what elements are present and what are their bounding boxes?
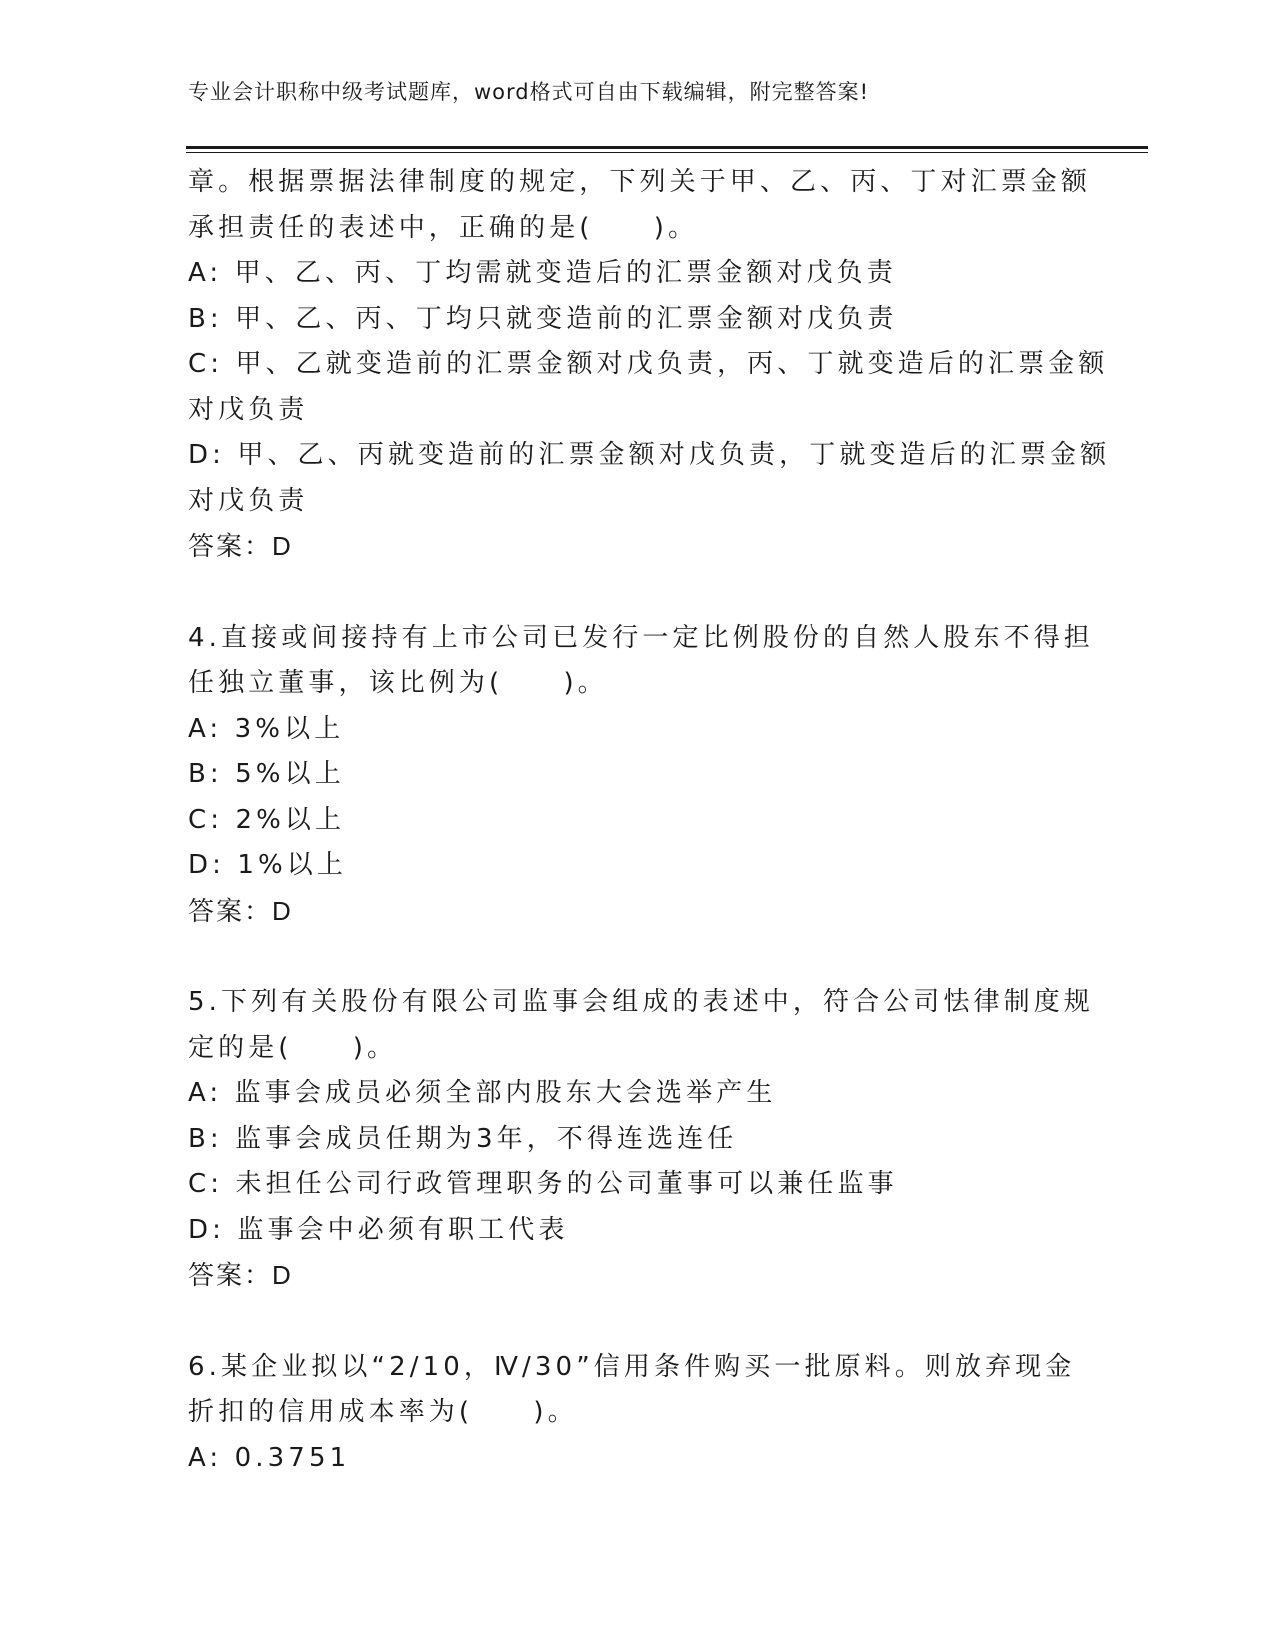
question-stem-line: 折扣的信用成本率为( )。: [188, 1397, 578, 1427]
option-d: D: 甲、乙、丙就变造前的汇票金额对戊负责，丁就变造后的汇票金额: [188, 440, 1111, 470]
option-c: C: 甲、乙就变造前的汇票金额对戊负责，丙、丁就变造后的汇票金额: [188, 349, 1109, 379]
option-c: C: 2%以上: [188, 804, 346, 835]
header-rule-thin: [186, 152, 1148, 153]
question-stem-line: 承担责任的表述中，正确的是( )。: [188, 212, 699, 243]
question-stem-line: 5.下列有关股份有限公司监事会组成的表述中，符合公司怯律制度规: [188, 987, 1094, 1017]
option-b: B: 监事会成员任期为3年，不得连选连任: [188, 1123, 738, 1154]
question-6: [188, 1345, 1088, 1482]
option-d: D: 1%以上: [188, 850, 347, 880]
question-stem-line: 6.某企业拟以“2/10，Ⅳ/30”信用条件购买一批原料。则放弃现金: [188, 1351, 1076, 1382]
option-c: C: 未担任公司行政管理职务的公司董事可以兼任监事: [188, 1169, 898, 1199]
header-rule-thick: [186, 146, 1148, 149]
question-stem-line: 任独立董事，该比例为( )。: [188, 668, 608, 698]
option-d: D: 监事会中必须有职工代表: [188, 1214, 569, 1245]
option-a: A: 监事会成员必须全部内股东大会选举产生: [188, 1078, 777, 1108]
answer-line: 答案：D: [188, 895, 293, 926]
question-stem-line: 章。根据票据法律制度的规定，下列关于甲、乙、丙、丁对汇票金额: [188, 167, 1092, 197]
option-b: B: 5%以上: [188, 759, 345, 789]
option-c-continued: 对戊负责: [188, 394, 309, 425]
option-a: A: 甲、乙、丙、丁均需就变造后的汇票金额对戊负责: [188, 258, 897, 288]
option-a: A: 3%以上: [188, 713, 345, 744]
answer-line: 答案：D: [188, 1260, 293, 1290]
question-3-continued: [188, 160, 1111, 570]
question-content: [188, 160, 1111, 1481]
answer-line: 答案：D: [188, 531, 293, 561]
question-stem-line: 4.直接或间接持有上市公司已发行一定比例股份的自然人股东不得担: [188, 622, 1094, 653]
option-a: A: 0.3751: [188, 1442, 351, 1473]
question-5: [188, 980, 1094, 1299]
page-header: 专业会计职称中级考试题库，word格式可自由下载编辑，附完整答案!: [188, 80, 870, 104]
question-4: [188, 616, 1094, 935]
option-d-continued: 对戊负责: [188, 485, 309, 516]
question-stem-line: 定的是( )。: [188, 1032, 398, 1063]
option-b: B: 甲、乙、丙、丁均只就变造前的汇票金额对戊负责: [188, 303, 898, 334]
